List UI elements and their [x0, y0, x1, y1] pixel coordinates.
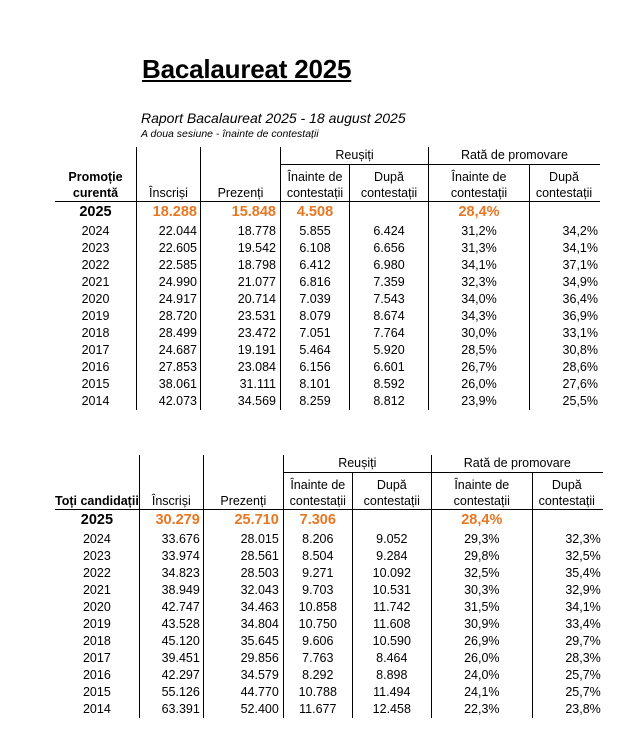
passed-before-header: Înainte de contestații	[283, 473, 352, 510]
column-header-row	[55, 473, 603, 510]
spacer-cell	[137, 147, 201, 165]
rate-after-cell: 34,1%	[530, 240, 601, 257]
passed-after-cell: 7.764	[350, 325, 429, 342]
present-cell: 23.531	[201, 308, 281, 325]
rate-group-header: Rată de promovare	[431, 455, 603, 473]
spacer-cell	[55, 147, 137, 165]
present-cell: 28.015	[203, 531, 283, 548]
present-cell: 32.043	[203, 582, 283, 599]
enrolled-cell: 38.061	[137, 376, 201, 393]
year-cell: 2015	[81, 377, 110, 391]
enrolled-cell: 42.747	[139, 599, 203, 616]
passed-after-cell: 8.464	[352, 650, 431, 667]
table-row	[55, 342, 600, 359]
enrolled-cell: 24.687	[137, 342, 201, 359]
rate-after-cell: 33,1%	[530, 325, 601, 342]
passed-after-cell: 8.812	[350, 393, 429, 410]
passed-after-cell: 8.674	[350, 308, 429, 325]
enrolled-header: Înscriși	[137, 165, 201, 202]
year-cell: 2024	[82, 532, 111, 546]
rate-before-cell: 26,0%	[429, 376, 530, 393]
passed-after-cell: 6.601	[350, 359, 429, 376]
passed-after-cell: 9.284	[352, 548, 431, 565]
table-row	[55, 223, 600, 240]
year-cell: 2021	[82, 583, 111, 597]
rate-before-cell: 31,5%	[431, 599, 532, 616]
passed-after-cell: 6.980	[350, 257, 429, 274]
year-cell: 2014	[81, 394, 110, 408]
rate-after-cell: 23,8%	[532, 701, 603, 718]
passed-before-cell: 6.816	[281, 274, 350, 291]
rate-after-cell: 33,4%	[532, 616, 603, 633]
passed-before-cell: 8.504	[283, 548, 352, 565]
table-row	[55, 240, 600, 257]
passed-after-header: După contestații	[350, 165, 429, 202]
present-cell: 34.569	[201, 393, 281, 410]
year-cell: 2019	[81, 309, 110, 323]
rate-after-cell: 32,9%	[532, 582, 603, 599]
table-row	[55, 376, 600, 393]
passed-group-header: Reușiți	[283, 455, 431, 473]
passed-after-cell: 7.359	[350, 274, 429, 291]
rate-before-cell: 28,4%	[431, 510, 532, 532]
present-cell: 18.778	[201, 223, 281, 240]
rate-after-cell: 28,3%	[532, 650, 603, 667]
enrolled-cell: 27.853	[137, 359, 201, 376]
table-row	[55, 291, 600, 308]
passed-after-cell	[350, 202, 429, 224]
rate-after-cell: 29,7%	[532, 633, 603, 650]
table-row	[55, 684, 603, 701]
year-cell: 2016	[82, 668, 111, 682]
year-cell: 2014	[82, 702, 111, 716]
year-cell: 2018	[81, 326, 110, 340]
passed-before-cell: 7.763	[283, 650, 352, 667]
table-row	[55, 393, 600, 410]
present-cell: 34.804	[203, 616, 283, 633]
passed-after-cell: 6.656	[350, 240, 429, 257]
passed-after-cell: 10.092	[352, 565, 431, 582]
rate-before-header: Înainte de contestații	[431, 473, 532, 510]
present-header: Prezenți	[203, 473, 283, 510]
passed-before-cell: 8.079	[281, 308, 350, 325]
passed-before-header: Înainte de contestații	[281, 165, 350, 202]
table-row	[55, 582, 603, 599]
passed-before-cell: 6.108	[281, 240, 350, 257]
rate-after-cell: 34,2%	[530, 223, 601, 240]
year-cell: 2017	[81, 343, 110, 357]
spacer-cell	[55, 455, 139, 473]
passed-after-cell: 5.920	[350, 342, 429, 359]
enrolled-cell: 22.044	[137, 223, 201, 240]
rate-before-cell: 31,3%	[429, 240, 530, 257]
passed-after-cell	[352, 510, 431, 532]
year-cell: 2020	[82, 600, 111, 614]
enrolled-cell: 18.288	[137, 202, 201, 224]
year-cell: 2016	[81, 360, 110, 374]
rate-after-cell: 32,5%	[532, 548, 603, 565]
rate-before-cell: 24,0%	[431, 667, 532, 684]
year-cell: 2015	[82, 685, 111, 699]
passed-before-cell: 5.855	[281, 223, 350, 240]
rate-before-cell: 34,3%	[429, 308, 530, 325]
passed-before-cell: 7.039	[281, 291, 350, 308]
rate-after-cell: 25,5%	[530, 393, 601, 410]
table-row	[55, 308, 600, 325]
table-row	[55, 325, 600, 342]
rate-before-cell: 23,9%	[429, 393, 530, 410]
rate-after-header: După contestații	[532, 473, 603, 510]
table-label: Promoție curentă	[55, 165, 137, 202]
passed-after-cell: 10.531	[352, 582, 431, 599]
table-row	[55, 359, 600, 376]
rate-before-cell: 31,2%	[429, 223, 530, 240]
rate-before-cell: 28,4%	[429, 202, 530, 224]
current-year-row	[55, 510, 603, 532]
enrolled-cell: 33.676	[139, 531, 203, 548]
rate-after-cell: 32,3%	[532, 531, 603, 548]
passed-before-cell: 9.271	[283, 565, 352, 582]
all-candidates-table	[55, 455, 603, 718]
present-cell: 52.400	[203, 701, 283, 718]
passed-before-cell: 8.259	[281, 393, 350, 410]
table-row	[55, 548, 603, 565]
passed-before-cell: 10.858	[283, 599, 352, 616]
present-cell: 25.710	[203, 510, 283, 532]
rate-after-cell: 27,6%	[530, 376, 601, 393]
rate-after-cell: 25,7%	[532, 667, 603, 684]
enrolled-cell: 22.605	[137, 240, 201, 257]
rate-after-header: După contestații	[530, 165, 601, 202]
passed-before-cell: 4.508	[281, 202, 350, 224]
rate-after-cell: 30,8%	[530, 342, 601, 359]
passed-after-cell: 12.458	[352, 701, 431, 718]
column-header-row	[55, 165, 600, 202]
table-row	[55, 633, 603, 650]
spacer-cell	[203, 455, 283, 473]
passed-after-header: După contestații	[352, 473, 431, 510]
present-cell: 21.077	[201, 274, 281, 291]
rate-after-cell: 34,9%	[530, 274, 601, 291]
rate-before-cell: 28,5%	[429, 342, 530, 359]
rate-before-header: Înainte de contestații	[429, 165, 530, 202]
year-cell: 2024	[81, 224, 110, 238]
present-cell: 34.463	[203, 599, 283, 616]
rate-after-cell: 25,7%	[532, 684, 603, 701]
rate-before-cell: 34,1%	[429, 257, 530, 274]
current-year-row	[55, 202, 600, 224]
present-cell: 23.472	[201, 325, 281, 342]
passed-before-cell: 8.101	[281, 376, 350, 393]
table-row	[55, 701, 603, 718]
passed-before-cell: 5.464	[281, 342, 350, 359]
rate-before-cell: 26,9%	[431, 633, 532, 650]
enrolled-cell: 30.279	[139, 510, 203, 532]
year-cell: 2025	[79, 204, 112, 220]
table-row	[55, 531, 603, 548]
present-cell: 19.191	[201, 342, 281, 359]
enrolled-header: Înscriși	[139, 473, 203, 510]
rate-before-cell: 29,8%	[431, 548, 532, 565]
group-header-row	[55, 455, 603, 473]
rate-before-cell: 22,3%	[431, 701, 532, 718]
present-cell: 28.503	[203, 565, 283, 582]
rate-after-cell: 36,9%	[530, 308, 601, 325]
page-title: Bacalaureat 2025	[142, 54, 352, 84]
passed-after-cell: 9.052	[352, 531, 431, 548]
current-cohort-table	[55, 147, 600, 410]
enrolled-cell: 38.949	[139, 582, 203, 599]
rate-before-cell: 24,1%	[431, 684, 532, 701]
enrolled-cell: 28.499	[137, 325, 201, 342]
group-header-row	[55, 147, 600, 165]
passed-before-cell: 7.051	[281, 325, 350, 342]
rate-after-cell: 35,4%	[532, 565, 603, 582]
present-cell: 18.798	[201, 257, 281, 274]
present-cell: 23.084	[201, 359, 281, 376]
table-row	[55, 274, 600, 291]
passed-before-cell: 9.703	[283, 582, 352, 599]
enrolled-cell: 43.528	[139, 616, 203, 633]
rate-before-cell: 30,3%	[431, 582, 532, 599]
present-cell: 15.848	[201, 202, 281, 224]
passed-after-cell: 11.494	[352, 684, 431, 701]
table-row	[55, 650, 603, 667]
table-row	[55, 599, 603, 616]
year-cell: 2019	[82, 617, 111, 631]
table-row	[55, 257, 600, 274]
present-cell: 29.856	[203, 650, 283, 667]
rate-before-cell: 29,3%	[431, 531, 532, 548]
rate-before-cell: 34,0%	[429, 291, 530, 308]
spacer-cell	[139, 455, 203, 473]
enrolled-cell: 33.974	[139, 548, 203, 565]
rate-before-cell: 26,7%	[429, 359, 530, 376]
year-cell: 2023	[81, 241, 110, 255]
rate-group-header: Rată de promovare	[429, 147, 601, 165]
rate-before-cell: 32,3%	[429, 274, 530, 291]
rate-after-cell	[530, 202, 601, 224]
year-cell: 2022	[81, 258, 110, 272]
passed-before-cell: 6.156	[281, 359, 350, 376]
passed-after-cell: 6.424	[350, 223, 429, 240]
present-cell: 28.561	[203, 548, 283, 565]
rate-before-cell: 32,5%	[431, 565, 532, 582]
passed-after-cell: 11.742	[352, 599, 431, 616]
passed-before-cell: 8.206	[283, 531, 352, 548]
enrolled-cell: 24.990	[137, 274, 201, 291]
rate-after-cell	[532, 510, 603, 532]
passed-before-cell: 6.412	[281, 257, 350, 274]
present-cell: 35.645	[203, 633, 283, 650]
rate-after-cell: 36,4%	[530, 291, 601, 308]
year-cell: 2023	[82, 549, 111, 563]
passed-before-cell: 8.292	[283, 667, 352, 684]
present-header: Prezenți	[201, 165, 281, 202]
table-label: Toți candidații	[55, 473, 139, 510]
present-cell: 19.542	[201, 240, 281, 257]
rate-after-cell: 37,1%	[530, 257, 601, 274]
enrolled-cell: 45.120	[139, 633, 203, 650]
passed-before-cell: 7.306	[283, 510, 352, 532]
enrolled-cell: 55.126	[139, 684, 203, 701]
year-cell: 2020	[81, 292, 110, 306]
year-cell: 2022	[82, 566, 111, 580]
enrolled-cell: 22.585	[137, 257, 201, 274]
passed-before-cell: 11.677	[283, 701, 352, 718]
enrolled-cell: 28.720	[137, 308, 201, 325]
rate-after-cell: 34,1%	[532, 599, 603, 616]
present-cell: 34.579	[203, 667, 283, 684]
report-subtitle: A doua sesiune - înainte de contestații	[141, 128, 319, 140]
passed-after-cell: 7.543	[350, 291, 429, 308]
rate-before-cell: 30,0%	[429, 325, 530, 342]
table-row	[55, 667, 603, 684]
enrolled-cell: 34.823	[139, 565, 203, 582]
passed-before-cell: 9.606	[283, 633, 352, 650]
table-row	[55, 565, 603, 582]
enrolled-cell: 39.451	[139, 650, 203, 667]
passed-group-header: Reușiți	[281, 147, 429, 165]
report-title: Raport Bacalaureat 2025 - 18 august 2025	[141, 110, 406, 126]
passed-before-cell: 10.788	[283, 684, 352, 701]
year-cell: 2025	[80, 512, 114, 528]
enrolled-cell: 63.391	[139, 701, 203, 718]
passed-after-cell: 11.608	[352, 616, 431, 633]
present-cell: 44.770	[203, 684, 283, 701]
year-cell: 2021	[81, 275, 110, 289]
present-cell: 20.714	[201, 291, 281, 308]
present-cell: 31.111	[201, 376, 281, 393]
year-cell: 2018	[82, 634, 111, 648]
enrolled-cell: 42.297	[139, 667, 203, 684]
rate-before-cell: 26,0%	[431, 650, 532, 667]
passed-before-cell: 10.750	[283, 616, 352, 633]
enrolled-cell: 24.917	[137, 291, 201, 308]
year-cell: 2017	[82, 651, 111, 665]
rate-before-cell: 30,9%	[431, 616, 532, 633]
passed-after-cell: 10.590	[352, 633, 431, 650]
table-row	[55, 616, 603, 633]
passed-after-cell: 8.898	[352, 667, 431, 684]
spacer-cell	[201, 147, 281, 165]
rate-after-cell: 28,6%	[530, 359, 601, 376]
passed-after-cell: 8.592	[350, 376, 429, 393]
enrolled-cell: 42.073	[137, 393, 201, 410]
